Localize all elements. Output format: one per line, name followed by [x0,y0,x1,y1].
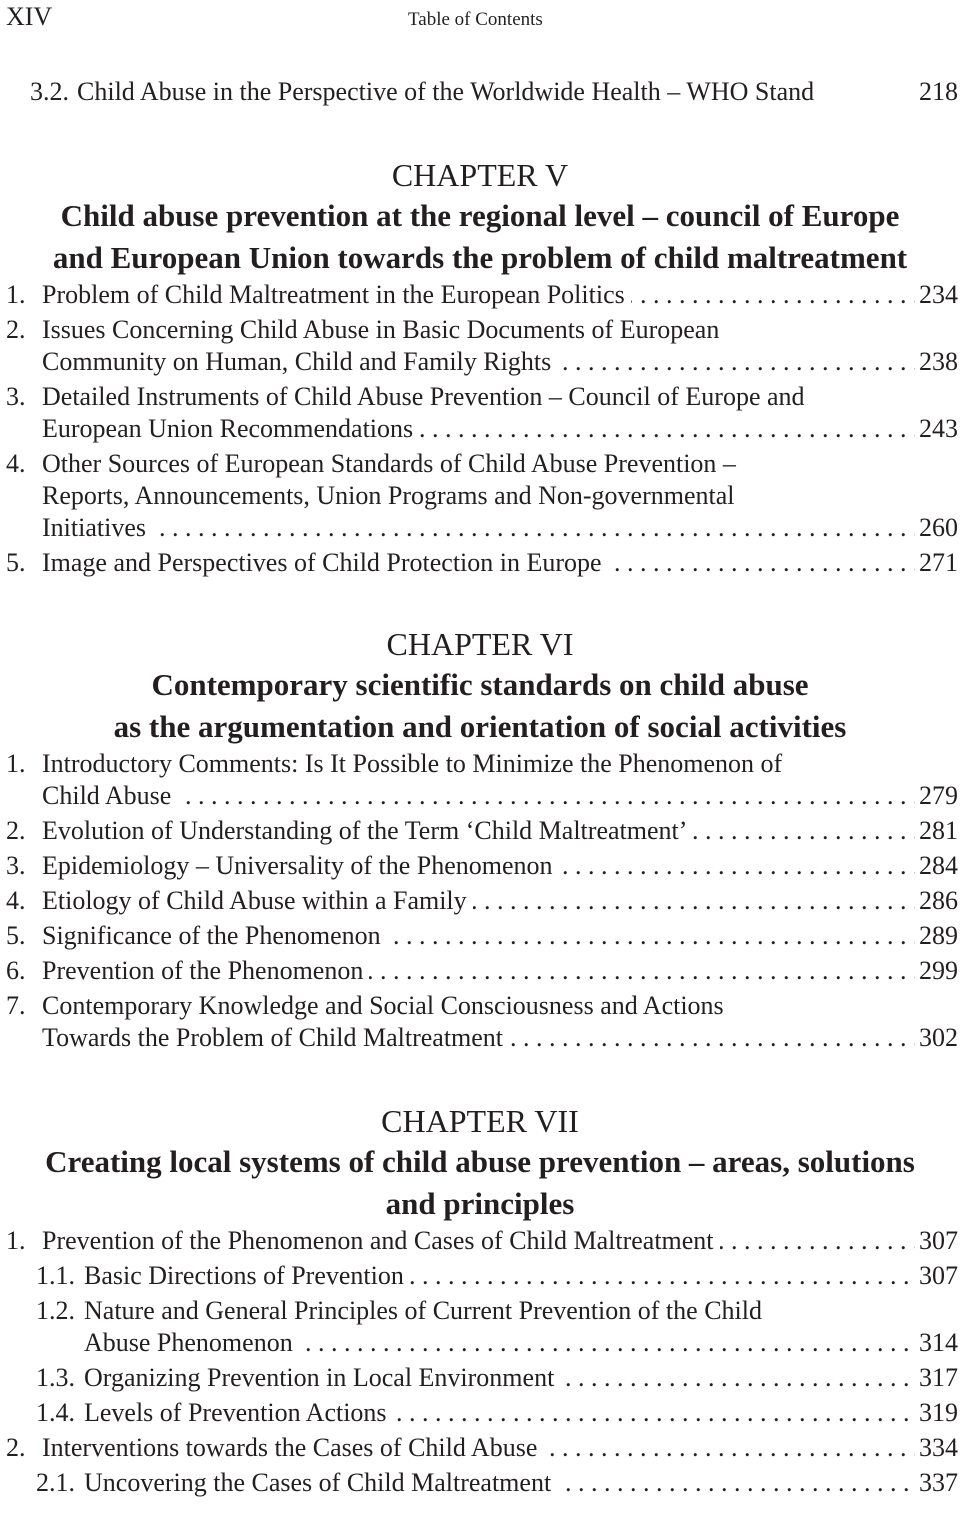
toc-entry-title: Etiology of Child Abuse within a Family [42,886,473,915]
toc-entry[interactable] [0,748,960,812]
toc-entry-title: Prevention of the Phenomenon and Cases of Child Maltreatment [42,1226,720,1255]
chapter-title-line: as the argumentation and orientation of social activities [113,709,847,744]
toc-entry-number: 1. [6,280,26,309]
toc-entry-title: Child Abuse in the Perspective of the Worldwide Health – WHO Stand [77,77,815,106]
toc-entry[interactable] [0,448,960,544]
toc-entry-number: 2. [6,816,26,845]
dot-leader [42,547,915,579]
toc-entry[interactable] [0,885,960,917]
toc-entry[interactable] [0,990,960,1054]
dot-leader [84,1260,915,1292]
toc-entry-page: 302 [915,1022,960,1054]
toc-entry-title: Evolution of Understanding of the Term ‘Child Maltreatment’ [42,816,693,845]
chapter-heading [0,624,960,748]
toc-entry-page: 314 [915,1327,960,1359]
toc-entry[interactable] [0,381,960,445]
dot-leader [42,1225,915,1257]
toc-entry-title: Problem of Child Maltreatment in the European Politics [42,280,631,309]
toc-entry-page: 260 [915,512,960,544]
chapter-label: CHAPTER VI [386,626,574,662]
toc-entry-body [42,815,960,847]
toc-entry[interactable] [0,1362,960,1394]
toc-entry[interactable] [0,1260,960,1292]
toc-entry-body [42,314,960,378]
dot-leader [42,955,915,987]
toc-entry-title: Prevention of the Phenomenon [42,956,369,985]
toc-entry-body [42,1432,960,1464]
dot-leader [42,1022,915,1054]
toc-entry[interactable] [0,815,960,847]
toc-entry[interactable] [0,1295,960,1359]
toc-entry-number: 3.2. [30,77,69,106]
toc-entry-title-line: Introductory Comments: Is It Possible to Minimize the Phenomenon of [42,749,783,778]
dot-leader [42,1432,915,1464]
toc-entry-page: 319 [915,1397,960,1429]
toc-entry-title: Abuse Phenomenon [84,1328,299,1357]
toc-entry-number: 1. [6,1226,26,1255]
toc-list [0,1225,960,1499]
toc-entry-body [42,1225,960,1257]
toc-entry-number: 6. [6,956,26,985]
toc-entry-number: 1.1. [36,1261,75,1290]
toc-entry-title: Organizing Prevention in Local Environment [84,1363,560,1392]
toc-entry-body [42,990,960,1054]
toc-entry-title: Significance of the Phenomenon [42,921,387,950]
toc-entry-number: 5. [6,548,26,577]
toc-entry-number: 1.4. [36,1398,75,1427]
toc-entry[interactable] [0,1467,960,1499]
toc-entry-title: Child Abuse [42,781,177,810]
toc-entry-number: 4. [6,449,26,478]
toc-entry-title-line: Other Sources of European Standards of Child Abuse Prevention – [42,449,736,478]
toc-entry-title-line: Contemporary Knowledge and Social Consciousness and Actions [42,991,724,1020]
toc-entry[interactable] [0,547,960,579]
toc-entry-number: 2. [6,1433,26,1462]
chapter-title-line: Contemporary scientific standards on child abuse [151,667,809,702]
toc-entry-body [42,850,960,882]
dot-leader [42,512,915,544]
chapter-heading [0,1101,960,1225]
toc-entry-number: 1. [6,749,26,778]
dot-leader [42,815,915,847]
running-head [0,0,960,40]
toc-entry-page: 307 [915,1260,960,1292]
toc-entry-page: 279 [915,780,960,812]
toc-entry[interactable] [0,279,960,311]
toc-entry-body [42,885,960,917]
toc-entry[interactable] [0,1397,960,1429]
toc-entry-title: Towards the Problem of Child Maltreatment [42,1023,509,1052]
toc-entry[interactable] [0,850,960,882]
toc-entry-page: 289 [915,920,960,952]
dot-leader [84,1362,915,1394]
toc-entry[interactable] [0,955,960,987]
toc-entry-title: Community on Human, Child and Family Rights [42,347,557,376]
toc-entry-number: 2. [6,315,26,344]
toc-entry-page: 337 [915,1467,960,1499]
chapter-heading [0,155,960,279]
chapter-label: CHAPTER V [391,157,569,193]
toc-entry-body [42,955,960,987]
toc-entry-body [42,381,960,445]
dot-leader [84,1397,915,1429]
dot-leader [42,885,915,917]
toc-list [0,279,960,579]
dot-leader [42,346,915,378]
toc-entry[interactable] [0,314,960,378]
dot-leader [84,1327,915,1359]
dot-leader [42,920,915,952]
chapter-title-line: Child abuse prevention at the regional level – council of Europe [60,198,900,233]
toc-entry-number: 5. [6,921,26,950]
chapter-label: CHAPTER VII [381,1103,579,1139]
toc-entry-page: 286 [915,885,960,917]
toc-entry-page: 218 [915,76,960,108]
dot-leader [84,1467,915,1499]
chapter-title-line: Creating local systems of child abuse prevention – areas, solutions [45,1144,915,1179]
toc-entry-title: Epidemiology – Universality of the Phenomenon [42,851,559,880]
dot-leader [42,279,915,311]
toc-entry-number: 1.3. [36,1363,75,1392]
toc-entry-title: Interventions towards the Cases of Child Abuse [42,1433,543,1462]
toc-entry-title: Initiatives [42,513,152,542]
toc-entry-page: 284 [915,850,960,882]
toc-entry-page: 243 [915,413,960,445]
toc-entry-title-line: Detailed Instruments of Child Abuse Prevention – Council of Europe and [42,382,805,411]
chapter-title-line: and principles [385,1186,575,1221]
dot-leader [42,780,915,812]
toc-entry-title: Image and Perspectives of Child Protection in Europe [42,548,608,577]
toc-entry-page: 238 [915,346,960,378]
toc-entry-title: Basic Directions of Prevention [84,1261,410,1290]
toc-entry-number: 3. [6,382,26,411]
dot-leader [42,413,915,445]
toc-entry[interactable] [0,1225,960,1257]
toc-entry[interactable] [0,920,960,952]
toc-entry-number: 1.2. [36,1296,75,1325]
toc-entry-page: 271 [915,547,960,579]
toc-entry-title-line: Nature and General Principles of Current Prevention of the Child [84,1296,762,1325]
toc-entry-page: 317 [915,1362,960,1394]
toc-entry-body [42,448,960,544]
toc-entry-page: 307 [915,1225,960,1257]
toc-entry-title: Uncovering the Cases of Child Maltreatment [84,1468,557,1497]
toc-entry-title: European Union Recommendations [42,414,419,443]
toc-entry-page: 281 [915,815,960,847]
toc-entry-number: 7. [6,991,26,1020]
toc-entry-body [42,748,960,812]
toc-entry-title-line: Reports, Announcements, Union Programs and Non-governmental [42,481,735,510]
toc-entry-page: 234 [915,279,960,311]
toc-entry-body [42,920,960,952]
toc-entry-page: 299 [915,955,960,987]
toc-entry-body [42,279,960,311]
toc-entry-number: 3. [6,851,26,880]
toc-entry-body [84,1467,960,1499]
toc-entry-body [84,1397,960,1429]
running-title: Table of Contents [408,9,543,30]
dot-leader [42,850,915,882]
toc-list [0,748,960,1054]
toc-entry-body [84,1260,960,1292]
toc-entry[interactable] [0,1432,960,1464]
toc-entry-page: 334 [915,1432,960,1464]
toc-entry-title-line: Issues Concerning Child Abuse in Basic Documents of European [42,315,720,344]
toc-entry-number: 2.1. [36,1468,75,1497]
page-folio: XIV [6,2,53,31]
toc-entry-body [42,547,960,579]
chapter-title-line: and European Union towards the problem of child maltreatment [52,240,908,275]
toc-entry-body [84,1295,960,1359]
toc-entry-body [84,1362,960,1394]
toc-entry[interactable] [0,76,960,108]
toc-entry-title: Levels of Prevention Actions [84,1398,393,1427]
toc-entry-number: 4. [6,886,26,915]
toc-content [0,76,960,1502]
